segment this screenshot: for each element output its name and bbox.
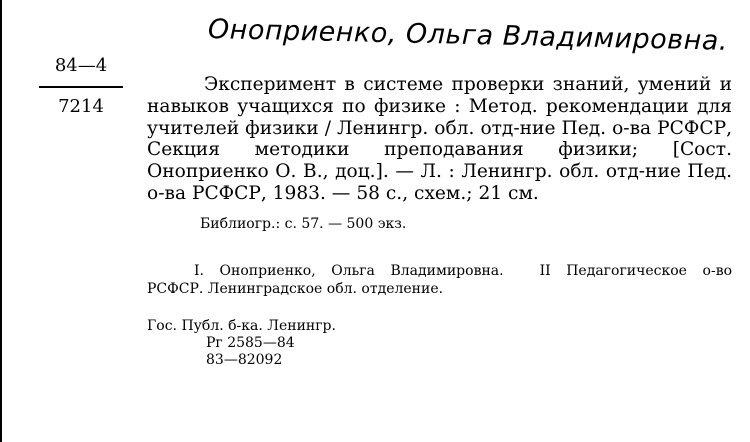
- bibliography-note: Библиогр.: с. 57. — 500 экз.: [200, 216, 407, 232]
- shelf-mark-bottom: 7214: [58, 96, 104, 117]
- bibliographic-description: Эксперимент в системе проверки знаний, умений и навыков учащихся по физике : Метод. рекомендации для учителей физики / Ленингр. обл. отд-ние Пед. о-ва РСФСР, Секция методики преподавания физики; [Сост. Оноприенко О. В., доц.]. — Л. : Ленингр. обл. отд-ние Пед. о-ва РСФСР, 1983. — 58 с., схем.; 21 см.: [147, 74, 732, 204]
- holding-code-secondary: 83—82092: [206, 352, 283, 368]
- holding-code-primary: Рг 2585—84: [206, 335, 295, 351]
- holding-library: Гос. Публ. б-ка. Ленингр.: [147, 318, 336, 334]
- shelf-mark-top: 84—4: [54, 55, 108, 76]
- tracing-entries: [147, 262, 732, 298]
- shelf-mark: [34, 56, 128, 117]
- handwritten-author-heading: Оноприенко, Ольга Владимировна.: [207, 14, 729, 57]
- shelf-mark-divider: [39, 86, 123, 88]
- holding-information: [147, 318, 336, 369]
- tracing-corporate-name: II Педагогическое о-во РСФСР. Ленинградское обл. отделение.: [147, 263, 733, 297]
- tracing-personal-name: I. Оноприенко, Ольга Владимировна.: [194, 263, 504, 279]
